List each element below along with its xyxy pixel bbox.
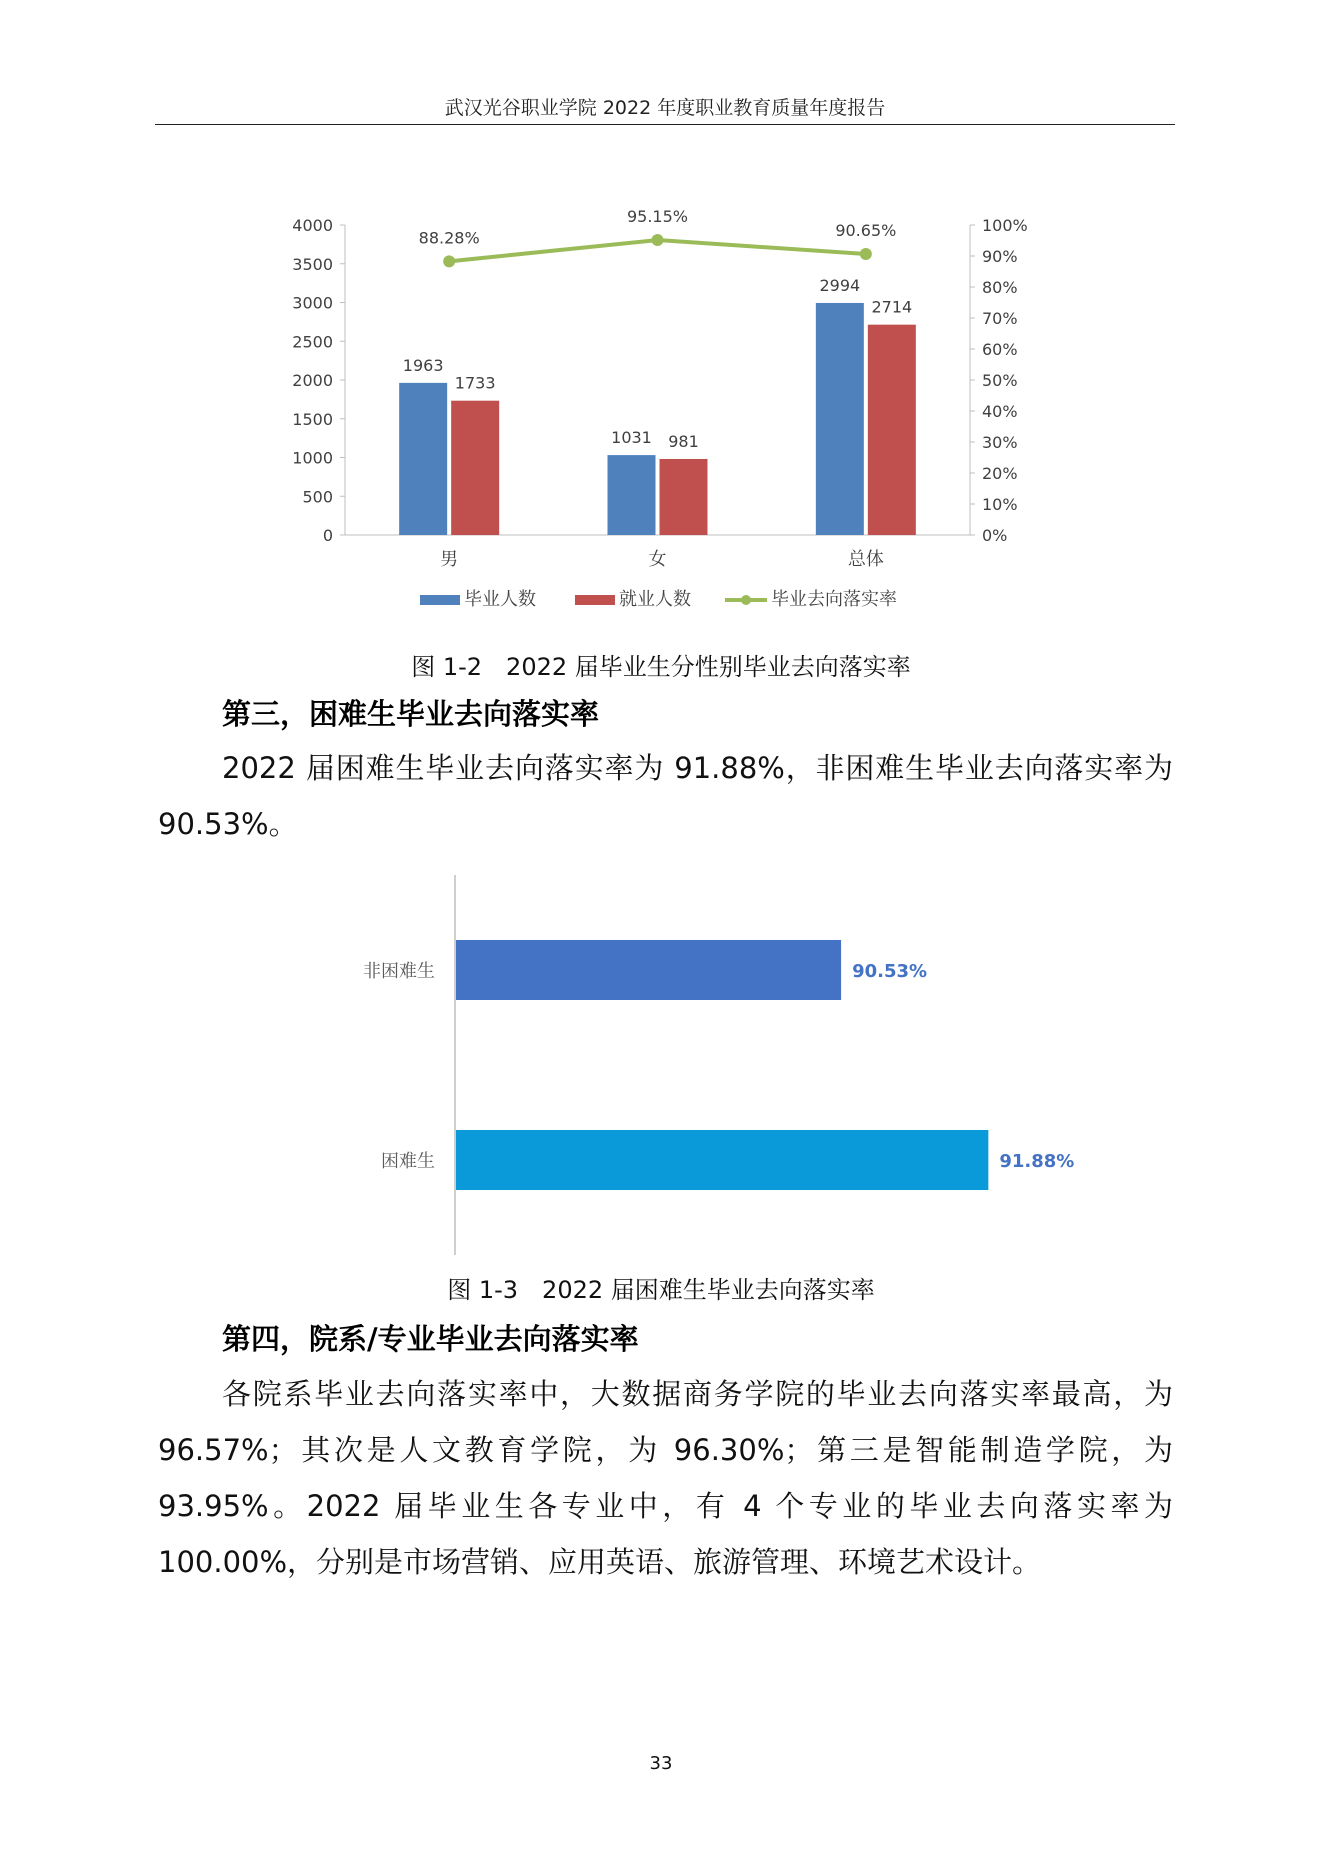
figure-caption-1-2: 图 1-2 2022 届毕业生分性别毕业去向落实率 — [411, 653, 911, 681]
section-heading-3: 第三，困难生毕业去向落实率 — [222, 697, 600, 731]
left-tick-label: 2000 — [292, 371, 333, 390]
bar-data-label: 2714 — [871, 297, 913, 317]
left-tick-label: 2500 — [292, 332, 333, 352]
bar-data-label: 1963 — [402, 355, 444, 375]
left-tick-label: 4000 — [292, 216, 333, 235]
legend-label: 就业人数 — [619, 589, 691, 610]
page-number: 33 — [649, 1753, 673, 1774]
section-paragraph-4: 各院系毕业去向落实率中，大数据商务学院的毕业去向落实率最高，为 96.57%；其次是人文教育学院，为 96.30%；第三是智能制造学院，为 93.95%。2022 届毕业生各专业中，有 4 个专业的毕业去向落实率为 100.00%，分别是市场营销、应用英语、旅游管理、环境艺术设计。 — [158, 1377, 1173, 1579]
right-tick-label: 10% — [982, 495, 1018, 514]
left-tick-label: 1000 — [292, 448, 333, 468]
bar-data-label: 2994 — [819, 275, 861, 295]
right-tick-label: 60% — [982, 340, 1018, 359]
bar-graduates — [816, 303, 864, 535]
left-tick-label: 3500 — [292, 254, 333, 274]
page-header: 武汉光谷职业学院 2022 年度职业教育质量年度报告 — [444, 97, 886, 119]
bar-graduates — [608, 455, 656, 535]
right-tick-label: 0% — [982, 526, 1008, 545]
bar-employed — [660, 459, 708, 535]
legend-label: 毕业去向落实率 — [771, 589, 897, 610]
bar-data-label: 981 — [668, 431, 699, 451]
category-label: 总体 — [847, 549, 884, 570]
header-rule — [155, 124, 1175, 125]
left-tick-label: 0 — [322, 526, 333, 545]
rate-point — [860, 248, 872, 260]
rate-data-label: 90.65% — [835, 220, 897, 240]
figure-caption-1-3: 图 1-3 2022 届困难生毕业去向落实率 — [447, 1276, 875, 1304]
bar-graduates — [399, 383, 447, 535]
difficulty-chart — [340, 865, 1080, 1265]
legend-marker — [741, 595, 751, 605]
section-heading-4: 第四，院系/专业毕业去向落实率 — [222, 1322, 639, 1356]
right-tick-label: 70% — [982, 309, 1018, 328]
category-label: 男 — [440, 549, 459, 570]
hbar-data-label: 91.88% — [999, 1151, 1075, 1172]
left-tick-label: 500 — [302, 487, 333, 507]
right-tick-label: 30% — [982, 433, 1018, 452]
bar-data-label: 1031 — [611, 428, 652, 448]
rate-data-label: 95.15% — [626, 207, 689, 227]
bar-employed — [868, 325, 916, 535]
legend-label: 毕业人数 — [464, 589, 536, 610]
left-tick-label: 1500 — [292, 409, 333, 429]
legend-swatch — [420, 595, 460, 605]
right-tick-label: 80% — [982, 278, 1018, 297]
right-tick-label: 50% — [982, 371, 1018, 390]
hbar-data-label: 90.53% — [852, 961, 928, 982]
gender-chart — [270, 205, 1070, 625]
category-label: 非困难生 — [363, 961, 435, 982]
rate-point — [652, 234, 664, 246]
hbar-difficulty — [456, 1130, 988, 1190]
left-tick-label: 3000 — [292, 293, 333, 313]
rate-data-label: 88.28% — [418, 228, 480, 248]
right-tick-label: 90% — [982, 247, 1018, 266]
bar-employed — [451, 401, 499, 535]
right-tick-label: 40% — [982, 402, 1018, 421]
category-label: 困难生 — [381, 1151, 435, 1172]
hbar-non-difficulty — [456, 940, 841, 1000]
right-tick-label: 100% — [982, 216, 1028, 235]
right-tick-label: 20% — [982, 464, 1018, 483]
section-paragraph-3: 2022 届困难生毕业去向落实率为 91.88%，非困难生毕业去向落实率为 90.53%。 — [158, 751, 1173, 841]
category-label: 女 — [648, 549, 667, 570]
legend-swatch — [575, 595, 615, 605]
bar-data-label: 1733 — [454, 373, 496, 393]
rate-point — [443, 255, 455, 267]
